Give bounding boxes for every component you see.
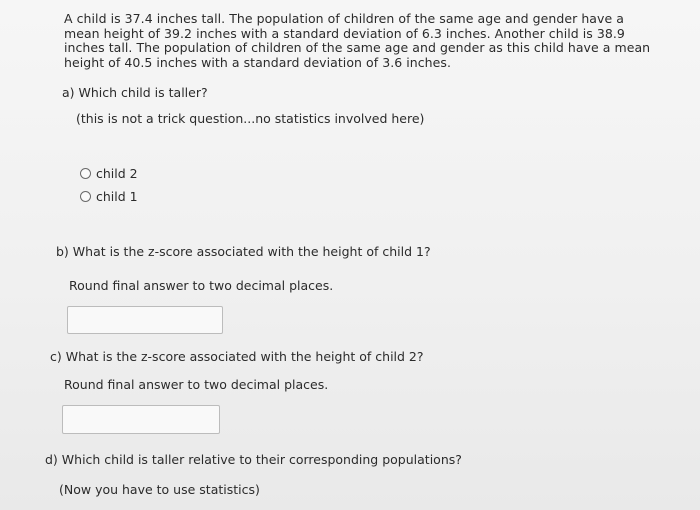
option-child-1[interactable] xyxy=(80,189,138,204)
part-c-prompt: c) What is the z-score associated with the height of child 2? xyxy=(50,349,424,364)
option-child-2-label: child 2 xyxy=(96,166,138,181)
part-b-answer-input[interactable] xyxy=(67,306,223,334)
radio-child-1[interactable] xyxy=(80,191,91,202)
radio-child-2[interactable] xyxy=(80,168,91,179)
part-d-note: (Now you have to use statistics) xyxy=(59,482,260,497)
option-child-2[interactable] xyxy=(80,166,138,181)
option-child-1-label: child 1 xyxy=(96,189,138,204)
part-d-prompt: d) Which child is taller relative to their corresponding populations? xyxy=(45,452,462,467)
part-b-instruction: Round final answer to two decimal places. xyxy=(69,278,334,293)
question-intro: A child is 37.4 inches tall. The population of children of the same age and gender have a mean height of 39.2 inches with a standard deviation of 6.3 inches. Another child is 38.9 inches tall. The population of children of the same age and gender as this child have a mean height of 40.5 inches with a standard deviation of 3.6 inches. xyxy=(64,11,651,70)
part-c-instruction: Round final answer to two decimal places. xyxy=(64,377,329,392)
part-b-prompt: b) What is the z-score associated with the height of child 1? xyxy=(56,244,431,259)
part-a-prompt: a) Which child is taller? xyxy=(62,85,208,100)
part-a-note: (this is not a trick question...no statistics involved here) xyxy=(76,111,425,126)
part-c-answer-input[interactable] xyxy=(62,405,220,434)
